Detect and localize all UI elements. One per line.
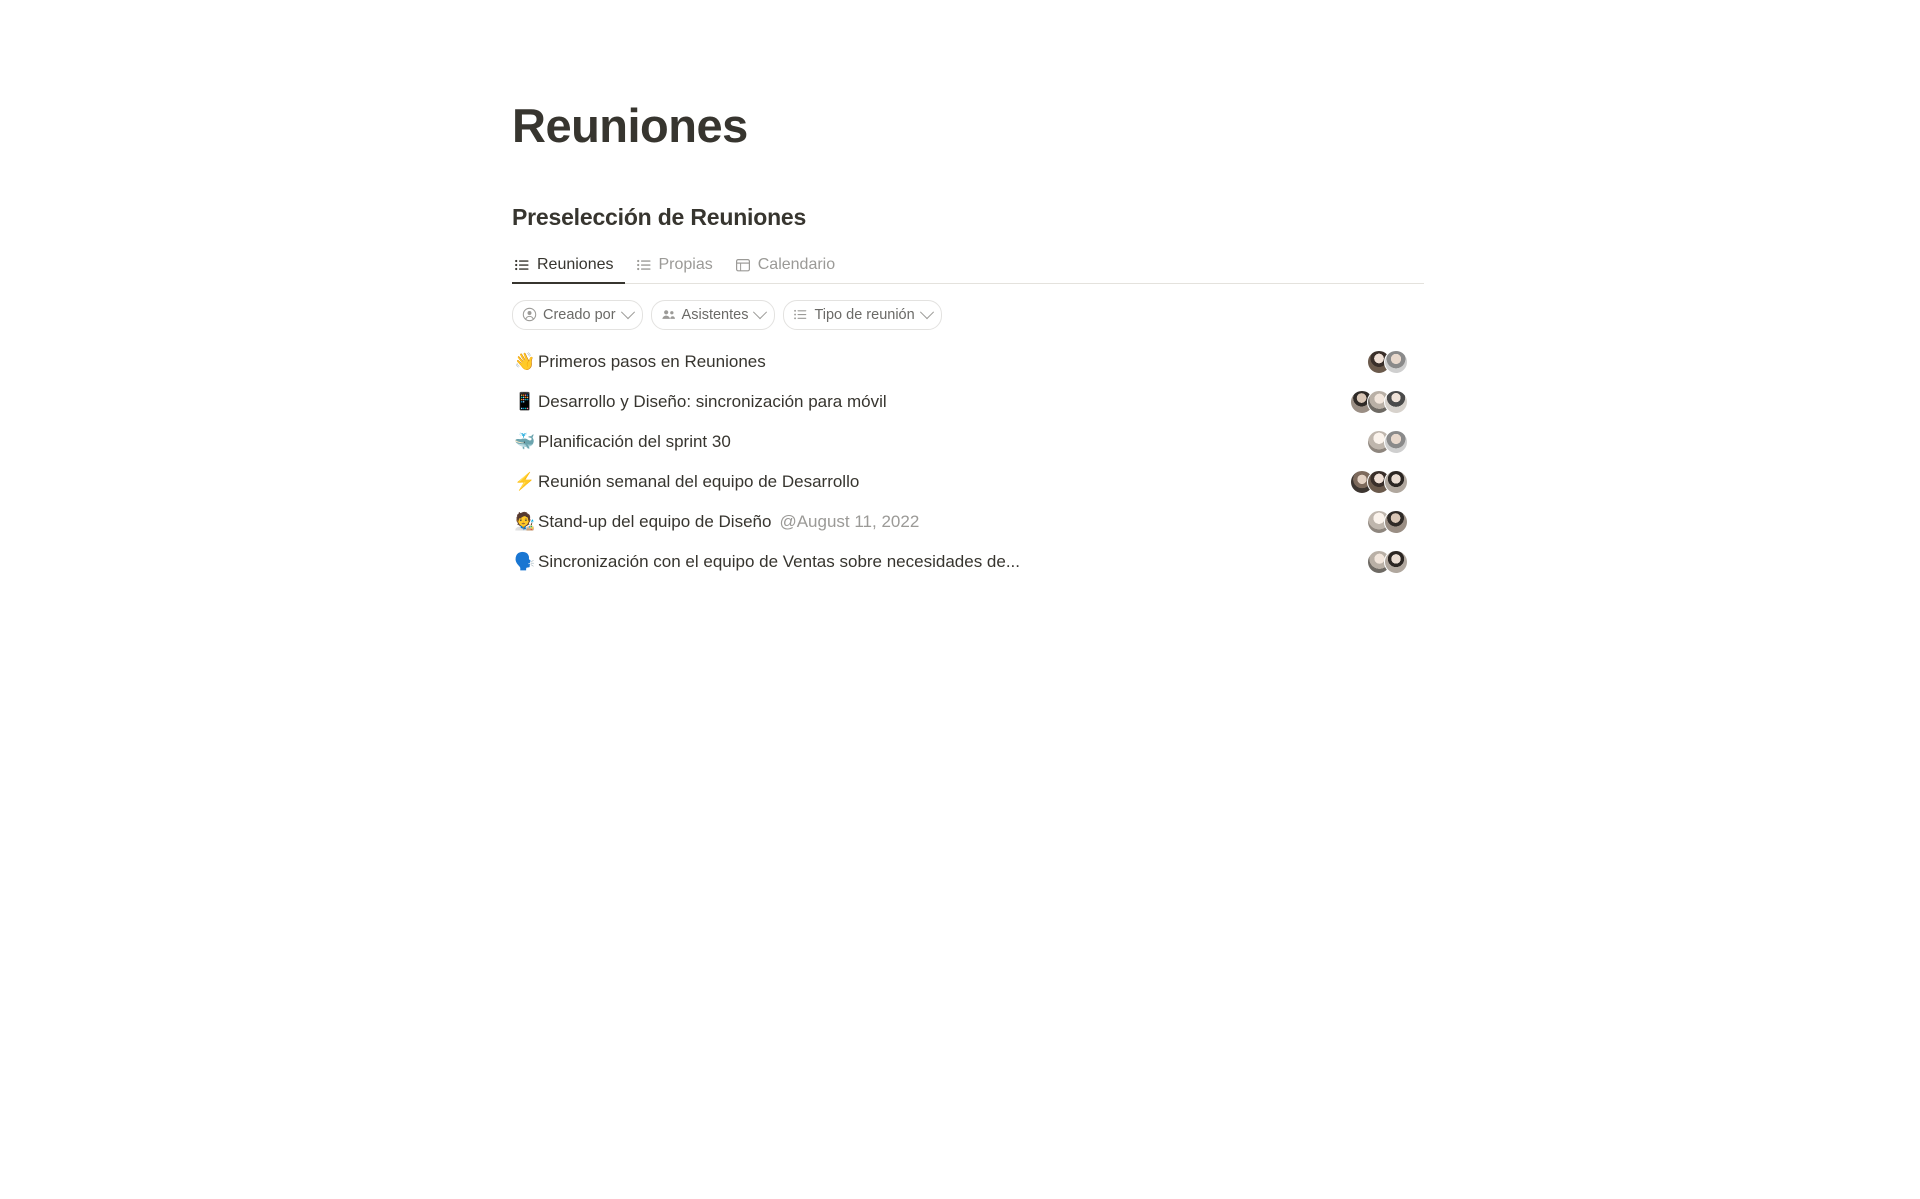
calendar-icon: [735, 257, 751, 273]
filter-asistentes[interactable]: [651, 300, 776, 330]
meeting-emoji: 🧑‍🎨: [514, 512, 536, 532]
avatar: [1384, 350, 1408, 374]
filter-label: Creado por: [543, 306, 616, 323]
attendee-avatars: [1338, 470, 1422, 494]
attendee-avatars: [1338, 550, 1422, 574]
filter-label: Tipo de reunión: [814, 306, 915, 323]
filter-creado-por[interactable]: [512, 300, 643, 330]
filter-chips: [512, 300, 1424, 330]
people-icon: [661, 307, 676, 322]
view-tabs: [512, 245, 1424, 284]
meeting-title: Desarrollo y Diseño: sincronización para móvil: [538, 391, 887, 411]
attendee-avatars: [1338, 390, 1422, 414]
list-item[interactable]: [512, 382, 1424, 422]
avatar: [1384, 510, 1408, 534]
list-icon: [514, 257, 530, 273]
page-content: [512, 100, 1424, 582]
meeting-title: Sincronización con el equipo de Ventas sobre necesidades de...: [538, 551, 1020, 571]
meeting-title: Primeros pasos en Reuniones: [538, 351, 766, 371]
person-icon: [522, 307, 537, 322]
tab-propias[interactable]: [625, 256, 724, 283]
meeting-emoji: 📱: [514, 392, 536, 412]
filter-label: Asistentes: [681, 306, 749, 323]
chevron-down-icon: [753, 305, 767, 319]
tab-label: Reuniones: [537, 255, 614, 273]
list-item[interactable]: [512, 502, 1424, 542]
meeting-emoji: 👋: [514, 352, 536, 372]
avatar: [1384, 390, 1408, 414]
avatar: [1384, 430, 1408, 454]
section-title: Preselección de Reuniones: [512, 203, 807, 230]
avatar: [1384, 470, 1408, 494]
page-title: Reuniones: [512, 99, 748, 152]
attendee-avatars: [1338, 510, 1422, 534]
meeting-emoji: 🗣️: [514, 552, 536, 572]
list-icon: [793, 307, 808, 322]
attendee-avatars: [1338, 430, 1422, 454]
tab-calendario[interactable]: [724, 256, 846, 283]
chevron-down-icon: [920, 305, 934, 319]
meeting-title: Stand-up del equipo de Diseño: [538, 511, 772, 531]
avatar: [1384, 550, 1408, 574]
list-item[interactable]: [512, 422, 1424, 462]
meeting-emoji: 🐳: [514, 432, 536, 452]
list-item[interactable]: [512, 542, 1424, 582]
list-item[interactable]: [512, 342, 1424, 382]
tab-label: Propias: [658, 255, 713, 273]
list-item[interactable]: [512, 462, 1424, 502]
meeting-title: Planificación del sprint 30: [538, 431, 731, 451]
meeting-title: Reunión semanal del equipo de Desarrollo: [538, 471, 860, 491]
filter-tipo-de-reunion[interactable]: [783, 300, 941, 330]
attendee-avatars: [1338, 350, 1422, 374]
chevron-down-icon: [620, 305, 634, 319]
meeting-date: @August 11, 2022: [779, 511, 920, 531]
tab-reuniones[interactable]: [512, 256, 625, 283]
meeting-emoji: ⚡: [514, 472, 536, 492]
meetings-list: [512, 342, 1424, 582]
list-icon: [636, 257, 652, 273]
tab-label: Calendario: [757, 255, 836, 273]
